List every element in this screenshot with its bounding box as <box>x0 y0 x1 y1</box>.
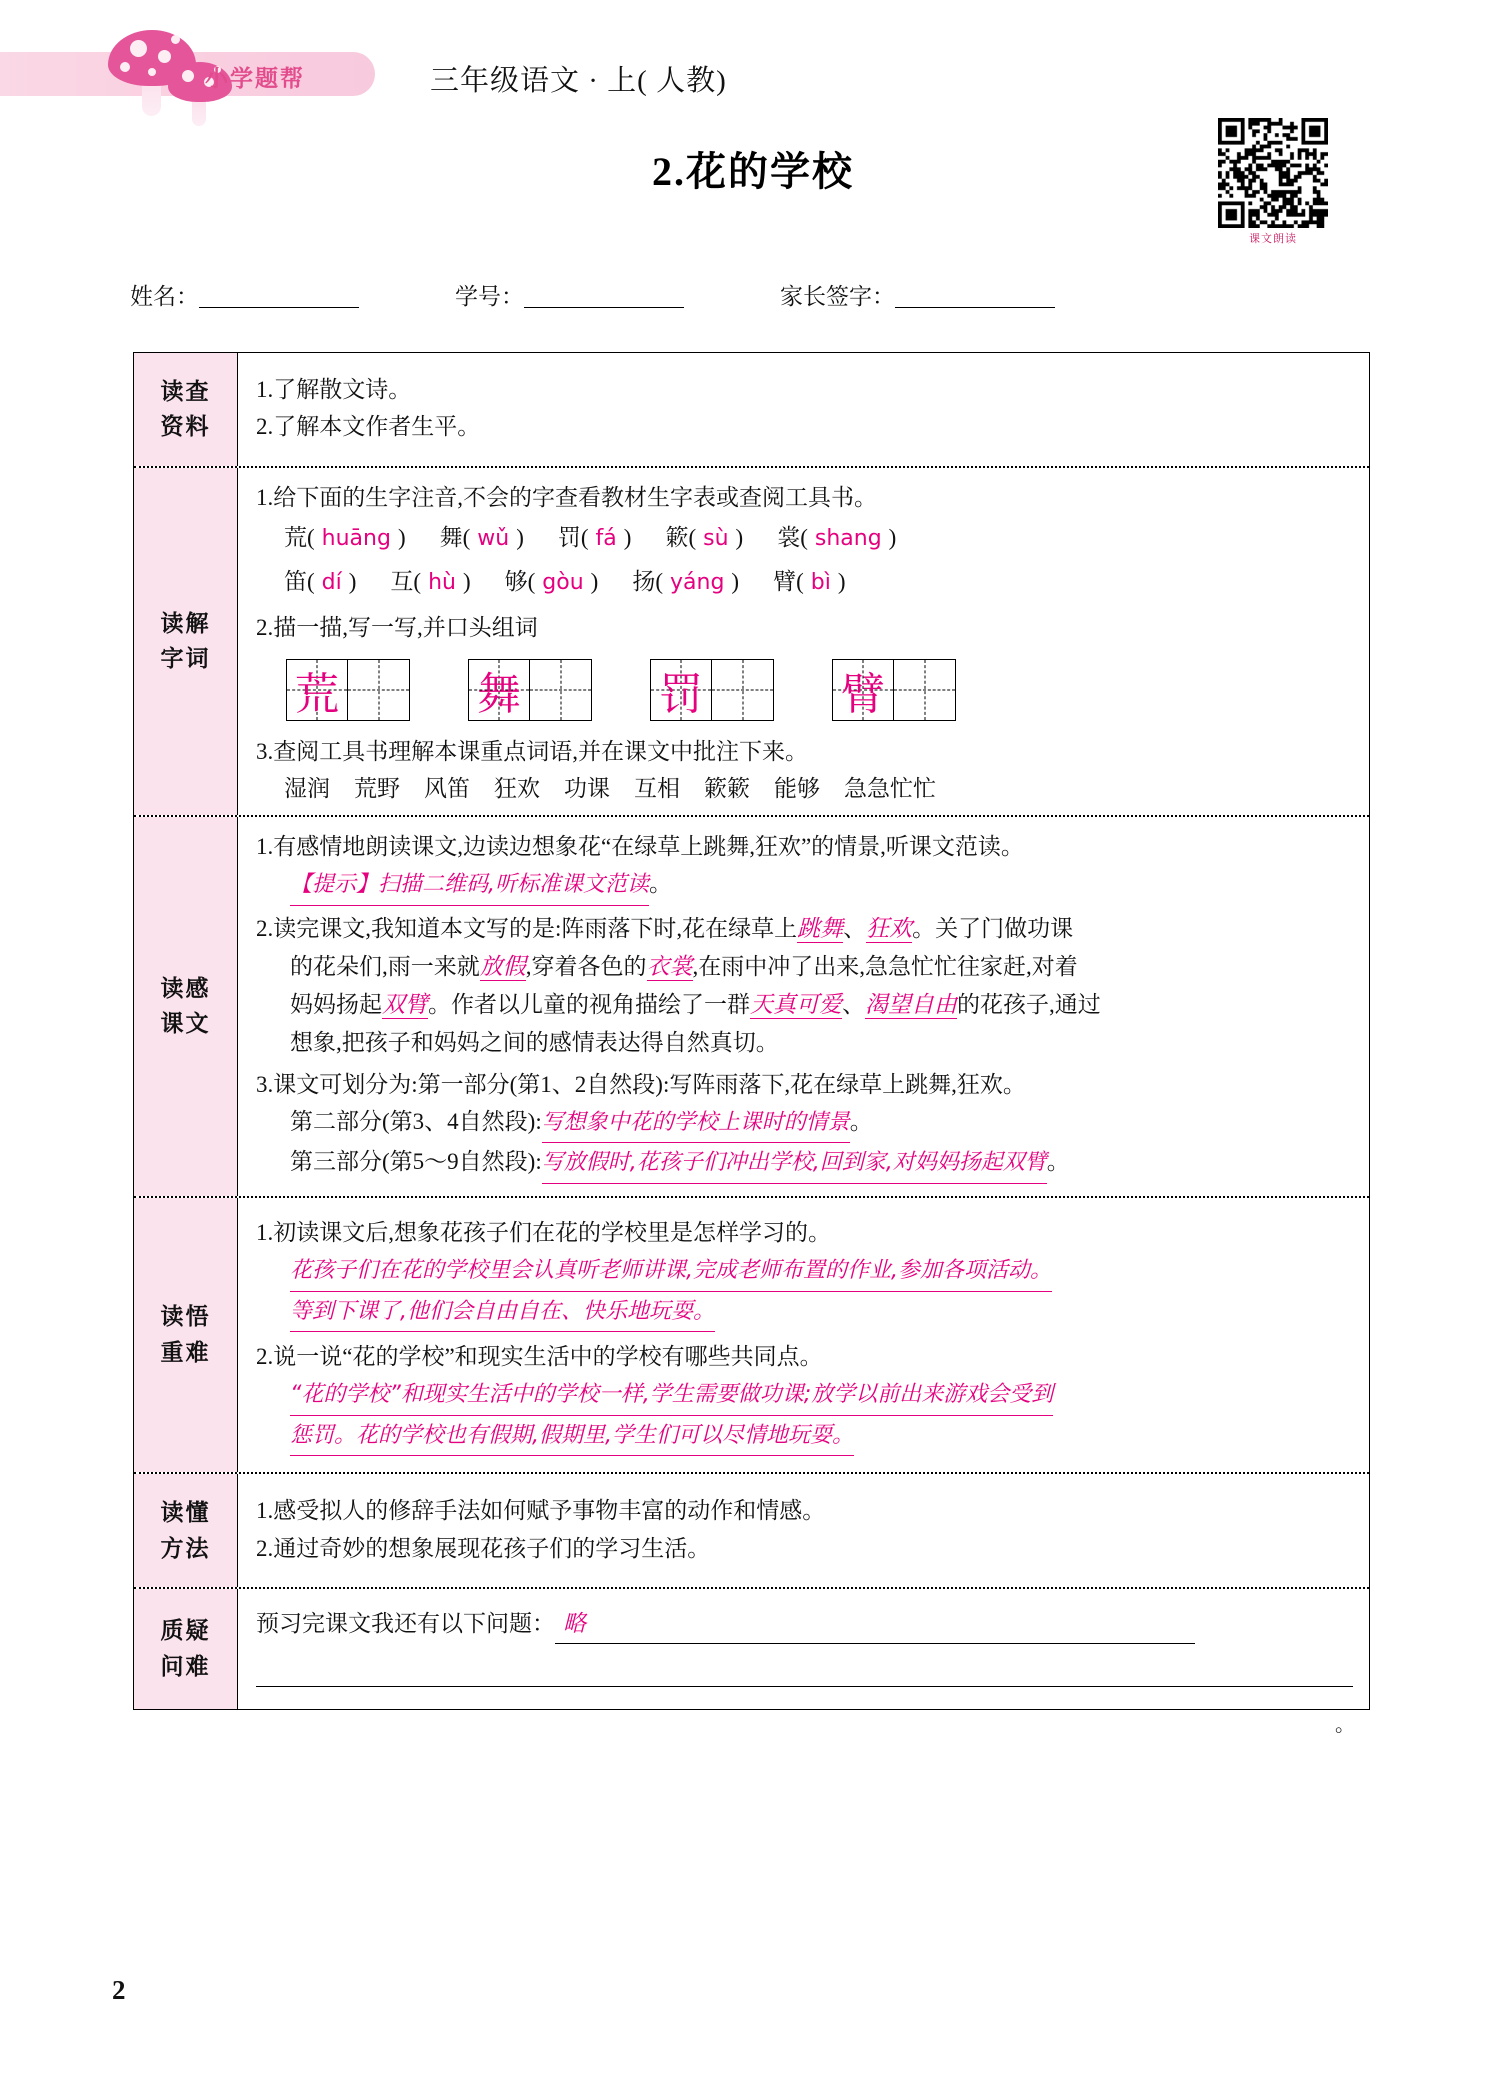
section-row-method <box>134 1474 1369 1589</box>
task-line: 1.有感情地朗读课文,边读边想象花“在绿草上跳舞,狂欢”的情景,听课文范读。 <box>256 833 1024 859</box>
banner-badge-label: 小学题帮 <box>205 66 305 92</box>
highlighted-answer: 跳舞 <box>797 915 844 942</box>
highlighted-answer: 双臂 <box>382 992 428 1019</box>
name-label: 姓名： <box>130 284 199 309</box>
text-fragment: 。作者以儿童的视角描绘了一群 <box>428 992 750 1018</box>
section-label-reference <box>134 353 238 466</box>
pinyin-value: yáng <box>663 569 732 595</box>
section-row-comprehension <box>134 817 1369 1198</box>
task-line: 1.初读课文后,想象花孩子们在花的学校里是怎样学习的。 <box>256 1219 831 1245</box>
pinyin-row-2[interactable] <box>256 560 1353 604</box>
pinyin-char: 笛( <box>284 568 315 594</box>
highlighted-answer: 天真可爱 <box>750 992 842 1019</box>
pinyin-cell[interactable] <box>558 516 632 560</box>
question-answer: 略 <box>555 1606 1195 1644</box>
key-word: 功课 <box>564 775 610 801</box>
task-line: 2.描一描,写一写,并口头组词 <box>256 615 538 641</box>
pinyin-row-1[interactable] <box>256 516 1353 560</box>
pinyin-cell[interactable] <box>284 560 356 604</box>
pinyin-paren-close: ) <box>590 568 599 594</box>
text-fragment: ,穿着各色的 <box>525 953 647 979</box>
text-fragment: ,在雨中冲了出来,急急忙忙往家赶,对着 <box>692 953 1078 979</box>
pinyin-paren-close: ) <box>731 568 740 594</box>
task-line: 1.了解散文诗。 <box>256 377 412 402</box>
worksheet-table <box>133 352 1370 1737</box>
pinyin-paren-close: ) <box>888 524 897 550</box>
guardian-input-line[interactable] <box>895 286 1055 308</box>
part-answer: 写放假时,花孩子们冲出学校,回到家,对妈妈扬起双臂 <box>542 1144 1047 1184</box>
key-word: 簌簌 <box>704 775 750 801</box>
grid-cell-filled[interactable] <box>832 659 894 721</box>
task-line-mixed <box>256 910 1353 948</box>
text-fragment: 。关了门做功课 <box>912 915 1074 941</box>
pinyin-value: hù <box>421 569 463 595</box>
character-practice-grid[interactable] <box>468 659 592 721</box>
grid-cell-filled[interactable] <box>650 659 712 721</box>
task-line: 2.说一说“花的学校”和现实生活中的学校有哪些共同点。 <box>256 1344 823 1370</box>
grid-cell-blank[interactable] <box>530 659 592 721</box>
section-body-questions <box>238 1589 1369 1737</box>
pinyin-cell[interactable] <box>390 560 470 604</box>
character-practice-grids[interactable] <box>256 647 1353 727</box>
grid-cell-blank[interactable] <box>894 659 956 721</box>
guardian-signature-field[interactable] <box>780 278 1055 311</box>
section-label-method <box>134 1474 238 1587</box>
student-id-label: 学号： <box>455 284 524 309</box>
pinyin-paren-close: ) <box>462 568 471 594</box>
key-word: 互相 <box>634 775 680 801</box>
character-practice-grid[interactable] <box>650 659 774 721</box>
pinyin-char: 互( <box>390 568 422 594</box>
task-line: 1.感受拟人的修辞手法如何赋予事物丰富的动作和情感。 <box>256 1498 826 1524</box>
pinyin-char: 够( <box>504 568 536 594</box>
student-id-field[interactable] <box>455 278 684 311</box>
key-word: 能够 <box>774 775 820 801</box>
highlighted-answer: 放假 <box>479 953 526 980</box>
pinyin-char: 扬( <box>632 568 664 594</box>
pinyin-value: gòu <box>535 569 591 595</box>
grid-cell-blank[interactable] <box>348 659 410 721</box>
grid-cell-filled[interactable] <box>468 659 530 721</box>
pinyin-char: 罚( <box>557 524 589 550</box>
pinyin-cell[interactable] <box>632 560 739 604</box>
pinyin-cell[interactable] <box>440 516 524 560</box>
part-tail: 。 <box>1046 1149 1070 1175</box>
section-body-reference <box>238 353 1369 466</box>
highlighted-answer: 狂欢 <box>866 915 913 942</box>
key-word: 狂欢 <box>494 775 540 801</box>
pinyin-paren-close: ) <box>348 568 357 594</box>
section-label-line: 读悟 <box>160 1304 211 1330</box>
section-row-vocabulary <box>134 468 1369 817</box>
section-label-questions <box>134 1589 238 1709</box>
pinyin-value: fá <box>588 525 624 551</box>
handwritten-answer: “花的学校”和现实生活中的学校一样,学生需要做功课;放学以前出来游戏会受到 <box>290 1376 1053 1416</box>
task-line-mixed <box>256 1143 1353 1184</box>
period-mark: 。 <box>1335 1714 1355 1737</box>
hint-suffix: 。 <box>649 871 672 897</box>
section-body-vocabulary <box>238 468 1369 815</box>
section-label-keypoints <box>134 1198 238 1473</box>
text-fragment: 妈妈扬起 <box>290 992 382 1018</box>
grid-cell-filled[interactable] <box>286 659 348 721</box>
text-fragment: 、 <box>843 915 867 941</box>
character-practice-grid[interactable] <box>286 659 410 721</box>
guardian-label: 家长签字： <box>780 284 895 309</box>
task-line-mixed <box>256 986 1353 1024</box>
text-fragment: 2.读完课文,我知道本文写的是:阵雨落下时,花在绿草上 <box>256 915 798 941</box>
question-prompt-row[interactable] <box>256 1605 1353 1644</box>
section-row-keypoints <box>134 1198 1369 1475</box>
page-title: 2.花的学校 <box>652 149 854 194</box>
section-label-line: 重难 <box>160 1340 211 1366</box>
pinyin-char: 舞( <box>439 524 471 550</box>
key-word: 急急忙忙 <box>844 775 936 801</box>
section-label-line: 字词 <box>160 646 211 672</box>
pinyin-paren-close: ) <box>397 524 406 550</box>
section-label-line: 读感 <box>160 975 211 1001</box>
answer-row[interactable] <box>256 1292 1353 1333</box>
highlighted-answer: 渴望自由 <box>865 992 957 1019</box>
pinyin-value: dí <box>314 569 349 595</box>
question-prompt: 预习完课文我还有以下问题： <box>256 1610 555 1636</box>
task-line: 2.通过奇妙的想象展现花孩子们的学习生活。 <box>256 1535 711 1561</box>
section-body-comprehension <box>238 817 1369 1196</box>
section-label-line: 问难 <box>160 1653 211 1679</box>
section-label-line: 读懂 <box>160 1499 211 1525</box>
task-line: 3.课文可划分为:第一部分(第1、2自然段):写阵雨落下,花在绿草上跳舞,狂欢。 <box>256 1071 1026 1097</box>
pinyin-cell[interactable] <box>284 516 406 560</box>
hint-answer: 【提示】扫描二维码,听标准课文范读 <box>290 866 649 906</box>
pinyin-value: huāng <box>314 525 398 551</box>
text-fragment: 的花孩子,通过 <box>957 992 1101 1018</box>
handwritten-answer: 惩罚。花的学校也有假期,假期里,学生们可以尽情地玩耍。 <box>290 1417 854 1457</box>
pinyin-value: bì <box>803 569 838 595</box>
grid-cell-blank[interactable] <box>712 659 774 721</box>
answer-row[interactable] <box>256 1375 1353 1416</box>
practice-character: 臂 <box>841 668 885 720</box>
subject-title: 三年级语文 · 上( 人教) <box>430 65 727 97</box>
pinyin-char: 裳( <box>777 524 808 550</box>
key-word: 荒野 <box>354 775 400 801</box>
section-label-comprehension <box>134 817 238 1196</box>
key-word-list <box>256 770 1353 803</box>
blank-answer-line[interactable] <box>256 1686 1355 1737</box>
highlighted-answer: 衣裳 <box>646 953 693 980</box>
pinyin-char: 荒( <box>284 524 315 550</box>
pinyin-cell[interactable] <box>777 516 896 560</box>
text-fragment: 的花朵们,雨一来就 <box>290 953 480 979</box>
section-label-line: 方法 <box>160 1535 211 1561</box>
pinyin-paren-close: ) <box>837 568 846 594</box>
text-fragment: 、 <box>842 992 865 1018</box>
task-line: 想象,把孩子和妈妈之间的感情表达得自然真切。 <box>290 1030 779 1056</box>
section-label-line: 课文 <box>160 1011 211 1037</box>
header-banner <box>0 38 420 100</box>
name-input-line[interactable] <box>199 286 359 308</box>
section-label-vocabulary <box>134 468 238 815</box>
key-word: 湿润 <box>284 775 330 801</box>
task-line: 1.给下面的生字注音,不会的字查看教材生字表或查阅工具书。 <box>256 484 877 510</box>
task-line-mixed <box>256 948 1353 986</box>
part-label: 第二部分(第3、4自然段): <box>290 1108 542 1134</box>
task-line: 3.查阅工具书理解本课重点词语,并在课文中批注下来。 <box>256 738 808 764</box>
section-row-questions <box>134 1589 1369 1737</box>
student-id-input-line[interactable] <box>524 286 684 308</box>
section-label-line: 质疑 <box>160 1618 211 1644</box>
pinyin-value: wǔ <box>470 525 517 551</box>
practice-character: 舞 <box>477 668 521 720</box>
handwritten-answer: 花孩子们在花的学校里会认真听老师讲课,完成老师布置的作业,参加各项活动。 <box>290 1252 1052 1292</box>
practice-character: 荒 <box>295 668 339 720</box>
key-word: 风笛 <box>424 775 470 801</box>
pinyin-cell[interactable] <box>773 560 845 604</box>
task-line: 2.了解本文作者生平。 <box>256 414 481 440</box>
pinyin-value: shang <box>807 525 889 551</box>
part-tail: 。 <box>849 1108 873 1134</box>
pinyin-paren-close: ) <box>623 524 632 550</box>
student-info-row <box>130 278 1230 318</box>
section-label-line: 资料 <box>160 414 211 440</box>
pinyin-value: sù <box>696 525 736 551</box>
pinyin-paren-close: ) <box>516 524 524 550</box>
section-row-reference <box>134 353 1369 468</box>
section-label-line: 读查 <box>160 378 211 404</box>
name-field[interactable] <box>130 278 359 311</box>
answer-row[interactable] <box>256 1251 1353 1292</box>
qr-code-caption: 课文朗读 <box>1249 232 1297 245</box>
pinyin-cell[interactable] <box>665 516 743 560</box>
pinyin-char: 簌( <box>665 524 697 550</box>
pinyin-cell[interactable] <box>505 560 599 604</box>
section-body-keypoints <box>238 1198 1369 1473</box>
practice-character: 罚 <box>659 668 703 720</box>
page-number: 2 <box>112 1975 126 2005</box>
section-body-method <box>238 1474 1369 1587</box>
section-label-line: 读解 <box>160 610 211 636</box>
part-label: 第三部分(第5～9自然段): <box>290 1149 542 1175</box>
handwritten-answer: 等到下课了,他们会自由自在、快乐地玩耍。 <box>290 1293 715 1333</box>
pinyin-char: 臂( <box>773 568 804 594</box>
task-line-mixed <box>256 1103 1353 1144</box>
answer-row[interactable] <box>256 1416 1353 1457</box>
part-answer: 写想象中花的学校上课时的情景 <box>542 1104 850 1144</box>
character-practice-grid[interactable] <box>832 659 956 721</box>
pinyin-paren-close: ) <box>735 524 744 550</box>
answer-hint-line <box>256 865 1353 906</box>
